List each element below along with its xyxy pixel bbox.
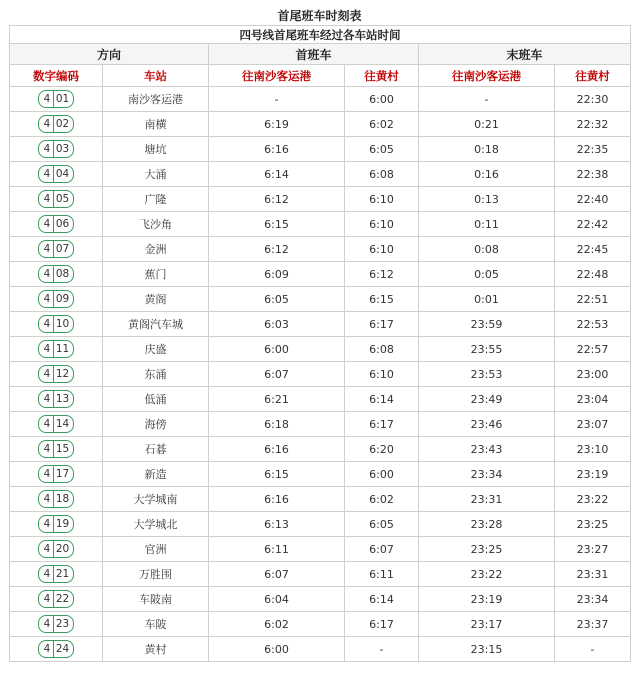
last-to-huangcun-time: 22:38 bbox=[555, 162, 631, 187]
station-name: 车陂 bbox=[103, 612, 209, 637]
last-to-huangcun-time: 23:34 bbox=[555, 587, 631, 612]
line-number: 4 bbox=[39, 291, 54, 307]
station-name: 低涌 bbox=[103, 387, 209, 412]
station-name: 车陂南 bbox=[103, 587, 209, 612]
station-name: 大学城北 bbox=[103, 512, 209, 537]
station-code-cell bbox=[10, 212, 103, 237]
line-number: 4 bbox=[39, 641, 54, 657]
line-number: 4 bbox=[39, 591, 54, 607]
station-name: 大学城南 bbox=[103, 487, 209, 512]
table-row bbox=[10, 287, 631, 312]
direction-header: 方向 bbox=[10, 44, 209, 65]
first-to-nansha-time: 6:00 bbox=[209, 337, 345, 362]
station-number: 21 bbox=[55, 568, 70, 580]
station-code-badge bbox=[38, 565, 74, 583]
table-row bbox=[10, 462, 631, 487]
first-to-huangcun-time: 6:14 bbox=[345, 587, 419, 612]
last-to-huangcun-time: 22:30 bbox=[555, 87, 631, 112]
station-code-badge bbox=[38, 290, 74, 308]
station-code-badge bbox=[38, 515, 74, 533]
station-code-cell bbox=[10, 587, 103, 612]
first-train-header: 首班车 bbox=[209, 44, 419, 65]
table-row bbox=[10, 437, 631, 462]
last-to-nansha-time: 23:43 bbox=[419, 437, 555, 462]
station-name: 大涌 bbox=[103, 162, 209, 187]
station-number: 19 bbox=[55, 518, 70, 530]
station-code-cell bbox=[10, 387, 103, 412]
first-to-nansha-time: 6:13 bbox=[209, 512, 345, 537]
station-name: 南沙客运港 bbox=[103, 87, 209, 112]
first-to-huangcun-time: 6:20 bbox=[345, 437, 419, 462]
station-name: 塘坑 bbox=[103, 137, 209, 162]
last-to-huangcun-time: 22:57 bbox=[555, 337, 631, 362]
last-to-huangcun-time: 23:27 bbox=[555, 537, 631, 562]
first-to-huangcun-time: 6:00 bbox=[345, 462, 419, 487]
station-code-cell bbox=[10, 112, 103, 137]
last-to-nansha-time: 23:19 bbox=[419, 587, 555, 612]
station-code-badge bbox=[38, 540, 74, 558]
station-number: 11 bbox=[55, 343, 70, 355]
line-number: 4 bbox=[39, 391, 54, 407]
first-to-nansha-time: 6:18 bbox=[209, 412, 345, 437]
station-name: 黄村 bbox=[103, 637, 209, 662]
station-code-badge bbox=[38, 115, 74, 133]
table-row bbox=[10, 162, 631, 187]
station-code-badge bbox=[38, 215, 74, 233]
first-to-huangcun-time: 6:17 bbox=[345, 312, 419, 337]
table-row bbox=[10, 87, 631, 112]
timetable bbox=[9, 8, 630, 662]
last-to-nansha-time: 0:08 bbox=[419, 237, 555, 262]
station-number: 02 bbox=[55, 118, 70, 130]
station-name: 海傍 bbox=[103, 412, 209, 437]
first-to-huangcun-time: 6:10 bbox=[345, 212, 419, 237]
last-to-huangcun-time: 22:53 bbox=[555, 312, 631, 337]
first-to-huangcun-time: 6:00 bbox=[345, 87, 419, 112]
station-code-badge bbox=[38, 140, 74, 158]
first-to-nansha-label: 往南沙客运港 bbox=[209, 65, 345, 87]
station-number: 15 bbox=[55, 443, 70, 455]
station-column-label: 车站 bbox=[103, 65, 209, 87]
station-code-badge bbox=[38, 440, 74, 458]
first-to-nansha-time: 6:03 bbox=[209, 312, 345, 337]
station-name: 蕉门 bbox=[103, 262, 209, 287]
last-to-huangcun-time: 23:00 bbox=[555, 362, 631, 387]
station-code-badge bbox=[38, 265, 74, 283]
last-to-nansha-time: - bbox=[419, 87, 555, 112]
station-number: 04 bbox=[55, 168, 70, 180]
station-name: 黄阁 bbox=[103, 287, 209, 312]
code-column-label: 数字编码 bbox=[10, 65, 103, 87]
last-to-huangcun-time: 22:40 bbox=[555, 187, 631, 212]
first-to-huangcun-time: 6:17 bbox=[345, 412, 419, 437]
table-row bbox=[10, 487, 631, 512]
line-number: 4 bbox=[39, 116, 54, 132]
table-row bbox=[10, 212, 631, 237]
station-code-cell bbox=[10, 137, 103, 162]
first-to-huangcun-time: 6:07 bbox=[345, 537, 419, 562]
station-name: 官洲 bbox=[103, 537, 209, 562]
last-to-huangcun-time: 23:04 bbox=[555, 387, 631, 412]
first-to-huangcun-time: - bbox=[345, 637, 419, 662]
table-row bbox=[10, 387, 631, 412]
last-to-nansha-time: 0:18 bbox=[419, 137, 555, 162]
first-to-nansha-time: 6:07 bbox=[209, 362, 345, 387]
first-to-nansha-time: 6:16 bbox=[209, 487, 345, 512]
first-to-nansha-time: 6:16 bbox=[209, 137, 345, 162]
table-row bbox=[10, 362, 631, 387]
station-code-badge bbox=[38, 640, 74, 658]
first-to-huangcun-time: 6:17 bbox=[345, 612, 419, 637]
last-train-header: 末班车 bbox=[419, 44, 631, 65]
first-to-huangcun-time: 6:14 bbox=[345, 387, 419, 412]
line-number: 4 bbox=[39, 516, 54, 532]
station-code-cell bbox=[10, 262, 103, 287]
station-code-cell bbox=[10, 512, 103, 537]
last-to-huangcun-time: 23:31 bbox=[555, 562, 631, 587]
line-number: 4 bbox=[39, 416, 54, 432]
first-to-huangcun-time: 6:02 bbox=[345, 487, 419, 512]
last-to-nansha-label: 往南沙客运港 bbox=[419, 65, 555, 87]
line-number: 4 bbox=[39, 266, 54, 282]
station-number: 07 bbox=[55, 243, 70, 255]
table-row bbox=[10, 312, 631, 337]
station-name: 黄阁汽车城 bbox=[103, 312, 209, 337]
station-code-cell bbox=[10, 312, 103, 337]
line-number: 4 bbox=[39, 566, 54, 582]
station-code-badge bbox=[38, 615, 74, 633]
first-to-nansha-time: 6:15 bbox=[209, 212, 345, 237]
first-to-huangcun-time: 6:05 bbox=[345, 137, 419, 162]
table-row bbox=[10, 237, 631, 262]
last-to-nansha-time: 0:11 bbox=[419, 212, 555, 237]
first-to-nansha-time: 6:00 bbox=[209, 637, 345, 662]
station-number: 01 bbox=[55, 93, 70, 105]
last-to-nansha-time: 0:13 bbox=[419, 187, 555, 212]
last-to-nansha-time: 23:28 bbox=[419, 512, 555, 537]
station-number: 17 bbox=[55, 468, 70, 480]
timetable-table bbox=[9, 25, 631, 662]
last-to-nansha-time: 23:49 bbox=[419, 387, 555, 412]
table-row bbox=[10, 587, 631, 612]
last-to-huangcun-time: 23:19 bbox=[555, 462, 631, 487]
first-to-huangcun-time: 6:10 bbox=[345, 237, 419, 262]
table-row bbox=[10, 562, 631, 587]
last-to-nansha-time: 23:46 bbox=[419, 412, 555, 437]
station-name: 广隆 bbox=[103, 187, 209, 212]
first-to-nansha-time: 6:05 bbox=[209, 287, 345, 312]
station-number: 14 bbox=[55, 418, 70, 430]
last-to-nansha-time: 23:53 bbox=[419, 362, 555, 387]
station-code-cell bbox=[10, 412, 103, 437]
last-to-nansha-time: 23:22 bbox=[419, 562, 555, 587]
header-row bbox=[10, 44, 631, 65]
first-to-nansha-time: 6:12 bbox=[209, 187, 345, 212]
last-to-huangcun-time: 22:35 bbox=[555, 137, 631, 162]
first-to-nansha-time: 6:14 bbox=[209, 162, 345, 187]
last-to-huangcun-time: 23:37 bbox=[555, 612, 631, 637]
last-to-nansha-time: 0:21 bbox=[419, 112, 555, 137]
first-to-nansha-time: 6:02 bbox=[209, 612, 345, 637]
last-to-nansha-time: 0:05 bbox=[419, 262, 555, 287]
first-to-nansha-time: 6:21 bbox=[209, 387, 345, 412]
last-to-nansha-time: 23:55 bbox=[419, 337, 555, 362]
first-to-nansha-time: 6:16 bbox=[209, 437, 345, 462]
last-to-huangcun-time: 22:42 bbox=[555, 212, 631, 237]
subtitle-row bbox=[10, 26, 631, 44]
last-to-huangcun-time: 23:25 bbox=[555, 512, 631, 537]
station-number: 08 bbox=[55, 268, 70, 280]
last-to-nansha-time: 0:16 bbox=[419, 162, 555, 187]
first-to-huangcun-label: 往黄村 bbox=[345, 65, 419, 87]
table-row bbox=[10, 187, 631, 212]
station-code-cell bbox=[10, 87, 103, 112]
station-name: 万胜围 bbox=[103, 562, 209, 587]
station-name: 东涌 bbox=[103, 362, 209, 387]
line-number: 4 bbox=[39, 166, 54, 182]
first-to-huangcun-time: 6:12 bbox=[345, 262, 419, 287]
station-number: 06 bbox=[55, 218, 70, 230]
last-to-nansha-time: 23:31 bbox=[419, 487, 555, 512]
last-to-huangcun-time: 23:10 bbox=[555, 437, 631, 462]
first-to-huangcun-time: 6:08 bbox=[345, 337, 419, 362]
first-to-huangcun-time: 6:11 bbox=[345, 562, 419, 587]
station-number: 24 bbox=[55, 643, 70, 655]
station-code-cell bbox=[10, 462, 103, 487]
station-code-cell bbox=[10, 637, 103, 662]
first-to-nansha-time: 6:19 bbox=[209, 112, 345, 137]
station-code-cell bbox=[10, 237, 103, 262]
last-to-huangcun-time: 23:22 bbox=[555, 487, 631, 512]
line-number: 4 bbox=[39, 441, 54, 457]
station-code-cell bbox=[10, 162, 103, 187]
station-code-cell bbox=[10, 612, 103, 637]
line-number: 4 bbox=[39, 341, 54, 357]
line-number: 4 bbox=[39, 241, 54, 257]
last-to-huangcun-time: 22:32 bbox=[555, 112, 631, 137]
line-number: 4 bbox=[39, 91, 54, 107]
line-number: 4 bbox=[39, 191, 54, 207]
line-number: 4 bbox=[39, 216, 54, 232]
line-number: 4 bbox=[39, 141, 54, 157]
station-code-cell bbox=[10, 287, 103, 312]
station-code-cell bbox=[10, 362, 103, 387]
last-to-nansha-time: 23:34 bbox=[419, 462, 555, 487]
first-to-huangcun-time: 6:02 bbox=[345, 112, 419, 137]
station-code-cell bbox=[10, 337, 103, 362]
last-to-huangcun-time: 22:48 bbox=[555, 262, 631, 287]
station-number: 12 bbox=[55, 368, 70, 380]
station-code-cell bbox=[10, 437, 103, 462]
station-code-badge bbox=[38, 490, 74, 508]
line-number: 4 bbox=[39, 366, 54, 382]
table-row bbox=[10, 512, 631, 537]
last-to-huangcun-label: 往黄村 bbox=[555, 65, 631, 87]
station-code-badge bbox=[38, 365, 74, 383]
last-to-nansha-time: 23:25 bbox=[419, 537, 555, 562]
first-to-nansha-time: - bbox=[209, 87, 345, 112]
last-to-huangcun-time: 22:51 bbox=[555, 287, 631, 312]
last-to-nansha-time: 23:59 bbox=[419, 312, 555, 337]
station-number: 18 bbox=[55, 493, 70, 505]
table-row bbox=[10, 637, 631, 662]
table-row bbox=[10, 537, 631, 562]
label-row bbox=[10, 65, 631, 87]
line-number: 4 bbox=[39, 541, 54, 557]
last-to-huangcun-time: - bbox=[555, 637, 631, 662]
last-to-nansha-time: 0:01 bbox=[419, 287, 555, 312]
table-row bbox=[10, 612, 631, 637]
station-code-cell bbox=[10, 562, 103, 587]
table-subtitle: 四号线首尾班车经过各车站时间 bbox=[10, 26, 631, 44]
line-number: 4 bbox=[39, 491, 54, 507]
station-code-badge bbox=[38, 90, 74, 108]
station-code-badge bbox=[38, 315, 74, 333]
first-to-nansha-time: 6:11 bbox=[209, 537, 345, 562]
station-code-badge bbox=[38, 190, 74, 208]
station-number: 10 bbox=[55, 318, 70, 330]
station-name: 石碁 bbox=[103, 437, 209, 462]
first-to-nansha-time: 6:15 bbox=[209, 462, 345, 487]
first-to-huangcun-time: 6:08 bbox=[345, 162, 419, 187]
first-to-nansha-time: 6:04 bbox=[209, 587, 345, 612]
station-number: 22 bbox=[55, 593, 70, 605]
station-number: 13 bbox=[55, 393, 70, 405]
last-to-nansha-time: 23:17 bbox=[419, 612, 555, 637]
first-to-nansha-time: 6:12 bbox=[209, 237, 345, 262]
station-code-badge bbox=[38, 165, 74, 183]
last-to-huangcun-time: 22:45 bbox=[555, 237, 631, 262]
station-code-badge bbox=[38, 415, 74, 433]
station-code-cell bbox=[10, 487, 103, 512]
first-to-huangcun-time: 6:05 bbox=[345, 512, 419, 537]
station-name: 庆盛 bbox=[103, 337, 209, 362]
last-to-nansha-time: 23:15 bbox=[419, 637, 555, 662]
station-code-badge bbox=[38, 390, 74, 408]
station-number: 20 bbox=[55, 543, 70, 555]
station-code-badge bbox=[38, 340, 74, 358]
table-row bbox=[10, 412, 631, 437]
line-number: 4 bbox=[39, 316, 54, 332]
first-to-nansha-time: 6:09 bbox=[209, 262, 345, 287]
station-number: 23 bbox=[55, 618, 70, 630]
station-code-badge bbox=[38, 465, 74, 483]
station-name: 金洲 bbox=[103, 237, 209, 262]
table-row bbox=[10, 337, 631, 362]
station-code-badge bbox=[38, 590, 74, 608]
first-to-huangcun-time: 6:10 bbox=[345, 187, 419, 212]
station-number: 09 bbox=[55, 293, 70, 305]
station-number: 03 bbox=[55, 143, 70, 155]
page-title: 首尾班车时刻表 bbox=[277, 9, 362, 23]
first-to-nansha-time: 6:07 bbox=[209, 562, 345, 587]
station-name: 新造 bbox=[103, 462, 209, 487]
station-code-cell bbox=[10, 187, 103, 212]
station-name: 南横 bbox=[103, 112, 209, 137]
table-row bbox=[10, 262, 631, 287]
first-to-huangcun-time: 6:15 bbox=[345, 287, 419, 312]
first-to-huangcun-time: 6:10 bbox=[345, 362, 419, 387]
station-name: 飞沙角 bbox=[103, 212, 209, 237]
line-number: 4 bbox=[39, 466, 54, 482]
table-row bbox=[10, 112, 631, 137]
line-number: 4 bbox=[39, 616, 54, 632]
station-code-cell bbox=[10, 537, 103, 562]
station-number: 05 bbox=[55, 193, 70, 205]
station-code-badge bbox=[38, 240, 74, 258]
table-row bbox=[10, 137, 631, 162]
last-to-huangcun-time: 23:07 bbox=[555, 412, 631, 437]
